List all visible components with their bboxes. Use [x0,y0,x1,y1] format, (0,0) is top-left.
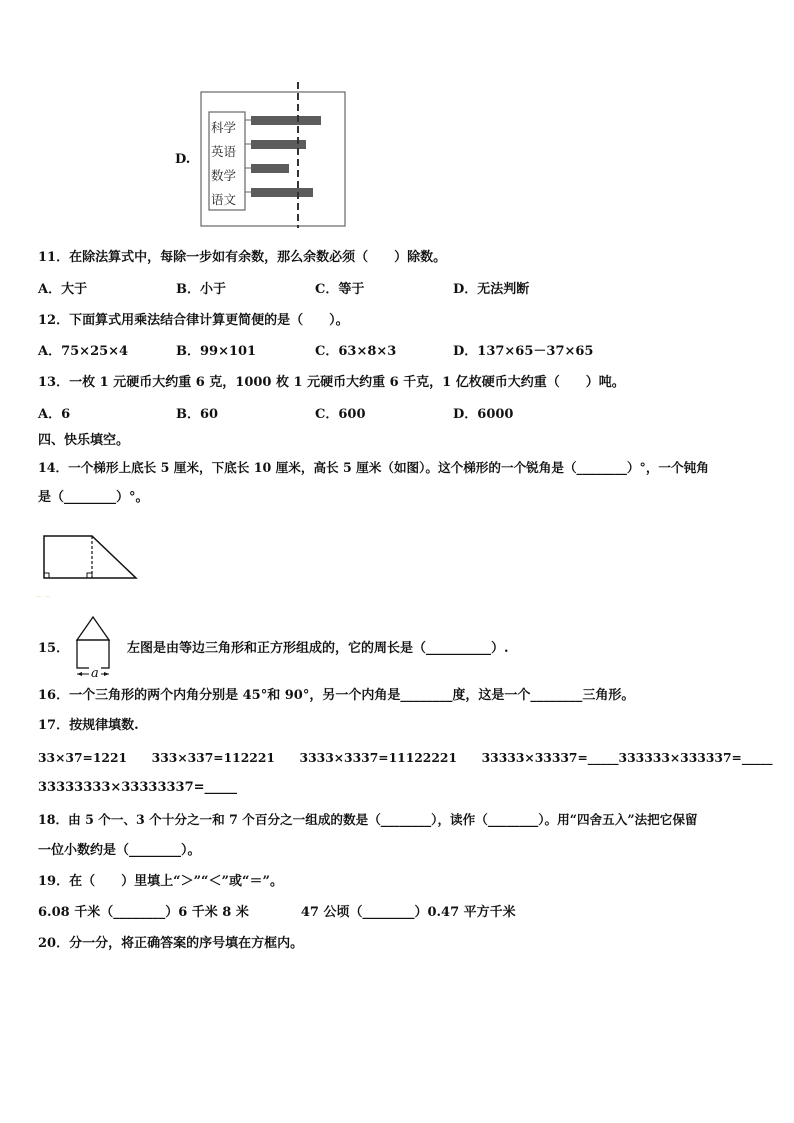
q11-option-b: B．小于 [176,282,226,297]
q13-option-a: A．6 [38,407,71,422]
q17-line-1: 33×37=1221 333×337=112221 3333×3337=11122221 33333×33337=_____333333×333337=_____ [38,750,773,765]
q20-title: 20．分一分，将正确答案的序号填在方框内。 [38,936,304,951]
q19-line-1: 6.08 千米（________）6 千米 8 米 47 公顷（________）0.47 平方千米 [38,905,516,920]
q12-option-a: A．75×25×4 [38,344,129,359]
bar-4 [251,188,313,197]
subject-label: 数学 [211,168,237,183]
watermark-mark: ~ ~ [36,592,51,603]
q18-line-1: 18．由 5 个一、3 个十分之一和 7 个百分之一组成的数是（________），读作（________）。用“四舍五入”法把它保留 [38,812,698,827]
section-title: 四、快乐填空。 [38,433,130,448]
q19-title: 19．在（ ）里填上“＞”“＜”或“＝”。 [38,874,283,889]
q18-line-2: 一位小数约是（________）。 [38,843,201,858]
q11-option-c: C．等于 [315,282,365,297]
q13-stem: 13．一枚 1 元硬币大约重 6 克，1000 枚 1 元硬币大约重 6 千克，1 亿枚硬币大约重（ ）吨。 [38,375,625,390]
trapezoid-shape [44,536,136,578]
q10-option-d-label: D. [175,152,191,167]
q13-option-d: D．6000 [453,407,514,422]
q12-option-d: D．137×65－37×65 [453,344,594,359]
q12-option-c: C．63×8×3 [315,344,397,359]
bar-3 [251,164,289,173]
arrow-head-right [104,672,109,676]
q17-line-2: 33333333×33333337=_____ [38,780,238,795]
q12-stem: 12．下面算式用乘法结合律计算更简便的是（ ）。 [38,313,349,328]
q16-text: 16．一个三角形的两个内角分别是 45°和 90°，另一个内角是________度，这是一个________三角形。 [38,688,635,703]
q11-option-d: D．无法判断 [453,282,530,297]
square-shape [77,640,109,668]
q14-line-2: 是（________）°。 [38,490,149,505]
subject-label: 英语 [211,144,237,159]
q13-option-c: C．600 [315,407,366,422]
side-length-label: a [91,666,99,681]
arrow-head-left [77,672,82,676]
q11-option-a: A．大于 [38,282,88,297]
q14-line-1: 14．一个梯形上底长 5 厘米，下底长 10 厘米，高长 5 厘米（如图）。这个梯形的一个锐角是（________）°，一个钝角 [38,460,709,475]
q15-text: 左图是由等边三角形和正方形组成的，它的周长是（__________）. [127,641,509,656]
triangle-shape [77,617,109,640]
q12-option-b: B．99×101 [176,344,257,359]
subject-bar-chart [199,82,347,228]
subject-label: 语文 [211,192,237,207]
subject-label: 科学 [211,120,237,135]
q13-option-b: B．60 [176,407,219,422]
q15-number: 15． [38,641,70,656]
q11-stem: 11．在除法算式中，每除一步如有余数，那么余数必须（ ）除数。 [38,250,447,265]
house-shape-figure [72,614,122,682]
trapezoid-figure [30,520,145,610]
q17-title: 17．按规律填数. [38,718,139,733]
bar-1 [251,116,321,125]
